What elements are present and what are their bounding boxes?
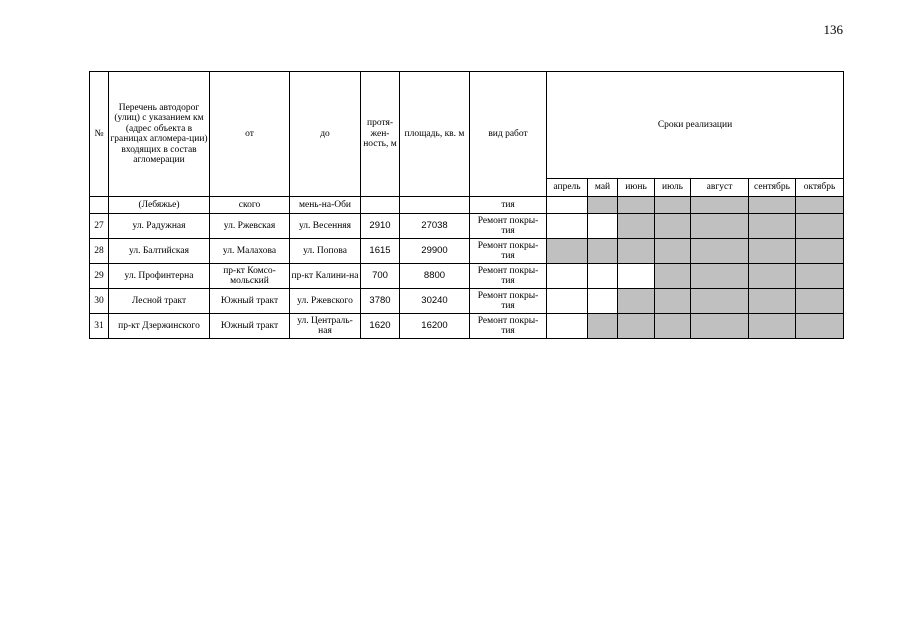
cell-road: пр-кт Дзержинского — [109, 314, 210, 339]
cell-from: пр-кт Комсо-мольский — [210, 264, 290, 289]
cell-june — [618, 239, 655, 264]
cell-from: ского — [210, 197, 290, 214]
cell-num: 30 — [90, 289, 109, 314]
cell-may — [588, 264, 618, 289]
header-area: площадь, кв. м — [400, 72, 470, 197]
month-september: сентябрь — [749, 179, 796, 197]
cell-june — [618, 264, 655, 289]
cell-num — [90, 197, 109, 214]
cell-from: Южный тракт — [210, 314, 290, 339]
cell-length: 3780 — [361, 289, 400, 314]
cell-september — [749, 239, 796, 264]
cell-september — [749, 314, 796, 339]
cell-june — [618, 197, 655, 214]
road-schedule-table — [89, 71, 844, 339]
header-work: вид работ — [470, 72, 547, 197]
cell-road: ул. Балтийская — [109, 239, 210, 264]
cell-july — [655, 264, 691, 289]
cell-work: Ремонт покры-тия — [470, 239, 547, 264]
header-road: Перечень автодорог (улиц) с указанием км (адрес объекта в границах агломера-ции) входящих в состав агломерации — [109, 72, 210, 197]
month-april: апрель — [547, 179, 588, 197]
cell-august — [691, 314, 749, 339]
cell-july — [655, 214, 691, 239]
month-june: июнь — [618, 179, 655, 197]
cell-august — [691, 264, 749, 289]
cell-to: мень-на-Оби — [290, 197, 361, 214]
cell-num: 31 — [90, 314, 109, 339]
cell-september — [749, 197, 796, 214]
cell-work: тия — [470, 197, 547, 214]
cell-april — [547, 197, 588, 214]
cell-october — [796, 239, 844, 264]
month-august: август — [691, 179, 749, 197]
cell-june — [618, 289, 655, 314]
cell-from: ул. Ржевская — [210, 214, 290, 239]
cell-september — [749, 214, 796, 239]
month-july: июль — [655, 179, 691, 197]
cell-may — [588, 239, 618, 264]
cell-may — [588, 289, 618, 314]
cell-august — [691, 197, 749, 214]
cell-length: 1620 — [361, 314, 400, 339]
cell-april — [547, 314, 588, 339]
cell-length: 700 — [361, 264, 400, 289]
cell-april — [547, 239, 588, 264]
cell-august — [691, 239, 749, 264]
cell-may — [588, 314, 618, 339]
cell-road: ул. Радужная — [109, 214, 210, 239]
cell-july — [655, 289, 691, 314]
cell-october — [796, 264, 844, 289]
cell-to: ул. Попова — [290, 239, 361, 264]
header-length: протя-жен-ность, м — [361, 72, 400, 197]
cell-june — [618, 314, 655, 339]
header-row — [90, 72, 844, 179]
cell-road: Лесной тракт — [109, 289, 210, 314]
cell-to: пр-кт Калини-на — [290, 264, 361, 289]
cell-may — [588, 214, 618, 239]
cell-june — [618, 214, 655, 239]
cell-april — [547, 264, 588, 289]
header-from: от — [210, 72, 290, 197]
cell-may — [588, 197, 618, 214]
cell-area: 29900 — [400, 239, 470, 264]
table-row — [90, 239, 844, 264]
cell-length: 1615 — [361, 239, 400, 264]
cell-april — [547, 214, 588, 239]
cell-to: ул. Централь-ная — [290, 314, 361, 339]
cell-july — [655, 197, 691, 214]
cell-area: 8800 — [400, 264, 470, 289]
cell-work: Ремонт покры-тия — [470, 314, 547, 339]
continuation-row — [90, 197, 844, 214]
page-number: 136 — [823, 22, 843, 37]
cell-length: 2910 — [361, 214, 400, 239]
cell-from: Южный тракт — [210, 289, 290, 314]
cell-july — [655, 239, 691, 264]
cell-july — [655, 314, 691, 339]
cell-num: 28 — [90, 239, 109, 264]
cell-to: ул. Ржевского — [290, 289, 361, 314]
table-row — [90, 314, 844, 339]
cell-august — [691, 214, 749, 239]
cell-road: ул. Профинтерна — [109, 264, 210, 289]
cell-area: 30240 — [400, 289, 470, 314]
cell-num: 29 — [90, 264, 109, 289]
header-num: № — [90, 72, 109, 197]
cell-august — [691, 289, 749, 314]
cell-length — [361, 197, 400, 214]
header-schedule: Сроки реализации — [547, 72, 844, 179]
cell-april — [547, 289, 588, 314]
cell-from: ул. Малахова — [210, 239, 290, 264]
cell-september — [749, 289, 796, 314]
cell-work: Ремонт покры-тия — [470, 289, 547, 314]
month-october: октябрь — [796, 179, 844, 197]
cell-num: 27 — [90, 214, 109, 239]
cell-area: 27038 — [400, 214, 470, 239]
table-row — [90, 214, 844, 239]
cell-work: Ремонт покры-тия — [470, 214, 547, 239]
cell-october — [796, 289, 844, 314]
table-row — [90, 264, 844, 289]
cell-october — [796, 214, 844, 239]
cell-to: ул. Весенняя — [290, 214, 361, 239]
month-may: май — [588, 179, 618, 197]
cell-work: Ремонт покры-тия — [470, 264, 547, 289]
cell-october — [796, 314, 844, 339]
cell-area: 16200 — [400, 314, 470, 339]
header-to: до — [290, 72, 361, 197]
cell-road: (Лебяжье) — [109, 197, 210, 214]
cell-september — [749, 264, 796, 289]
cell-october — [796, 197, 844, 214]
cell-area — [400, 197, 470, 214]
table-row — [90, 289, 844, 314]
